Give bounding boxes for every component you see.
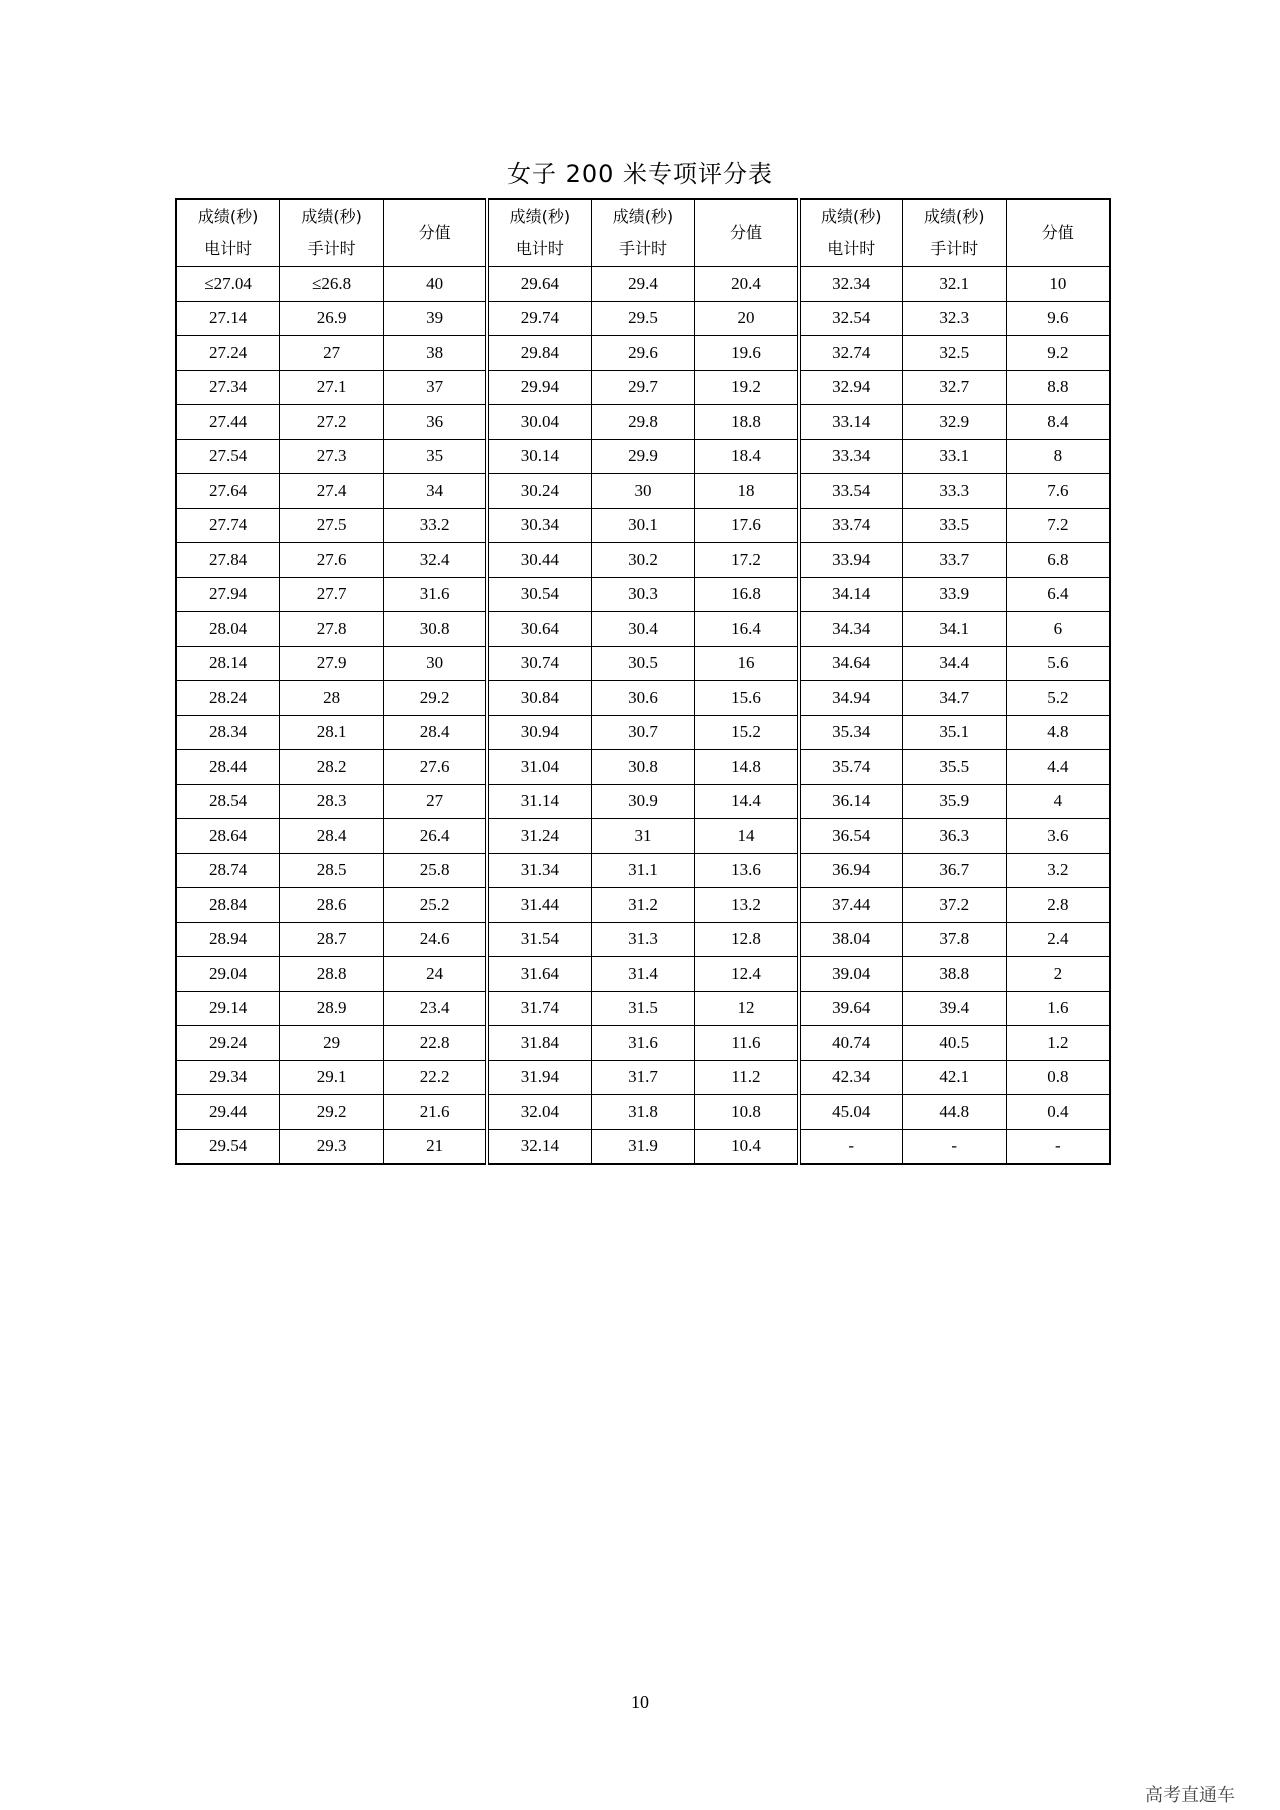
table-cell: 13.2: [695, 888, 799, 923]
table-cell: 22.8: [384, 1026, 488, 1061]
column-header-line: 手计时: [930, 239, 979, 258]
table-cell: 30.74: [487, 646, 591, 681]
table-cell: 10: [1006, 267, 1110, 302]
table-cell: 12: [695, 991, 799, 1026]
table-cell: 31.6: [384, 577, 488, 612]
table-cell: 17.6: [695, 508, 799, 543]
table-cell: 29.1: [280, 1060, 384, 1095]
table-cell: 38.8: [902, 957, 1006, 992]
score-table-head: [176, 199, 1110, 267]
table-cell: 28.1: [280, 715, 384, 750]
score-table-body: [176, 267, 1110, 1165]
table-cell: 4: [1006, 784, 1110, 819]
table-cell: 29: [280, 1026, 384, 1061]
table-cell: 30.2: [591, 543, 695, 578]
table-cell: 36.54: [799, 819, 903, 854]
table-cell: 11.2: [695, 1060, 799, 1095]
table-cell: 23.4: [384, 991, 488, 1026]
table-cell: 4.4: [1006, 750, 1110, 785]
table-cell: 31: [591, 819, 695, 854]
table-row: [176, 784, 1110, 819]
table-cell: 29.5: [591, 301, 695, 336]
table-cell: 20.4: [695, 267, 799, 302]
table-cell: 28.74: [176, 853, 280, 888]
table-cell: 18.8: [695, 405, 799, 440]
table-cell: 35.74: [799, 750, 903, 785]
page-number: 10: [631, 1692, 649, 1712]
table-row: [176, 715, 1110, 750]
table-cell: 3.6: [1006, 819, 1110, 854]
table-cell: 32.04: [487, 1095, 591, 1130]
table-cell: 39.4: [902, 991, 1006, 1026]
column-header-line: 手计时: [618, 239, 667, 258]
table-cell: 14: [695, 819, 799, 854]
table-row: [176, 612, 1110, 647]
table-cell: 40.74: [799, 1026, 903, 1061]
table-cell: 10.4: [695, 1129, 799, 1164]
table-cell: 0.8: [1006, 1060, 1110, 1095]
table-row: [176, 888, 1110, 923]
table-cell: 29.24: [176, 1026, 280, 1061]
table-cell: 31.8: [591, 1095, 695, 1130]
table-cell: 31.74: [487, 991, 591, 1026]
page-title: 女子 200 米专项评分表: [506, 160, 774, 188]
table-row: [176, 439, 1110, 474]
table-cell: 0.4: [1006, 1095, 1110, 1130]
table-row: [176, 1060, 1110, 1095]
column-header: [1006, 199, 1110, 267]
table-cell: 17.2: [695, 543, 799, 578]
table-cell: 44.8: [902, 1095, 1006, 1130]
table-cell: 26.9: [280, 301, 384, 336]
table-row: [176, 1026, 1110, 1061]
table-cell: 15.6: [695, 681, 799, 716]
table-cell: 34: [384, 474, 488, 509]
table-cell: 30.14: [487, 439, 591, 474]
table-cell: 35: [384, 439, 488, 474]
table-cell: 1.2: [1006, 1026, 1110, 1061]
table-cell: 35.1: [902, 715, 1006, 750]
table-cell: 33.5: [902, 508, 1006, 543]
table-cell: 3.2: [1006, 853, 1110, 888]
table-row: [176, 474, 1110, 509]
table-row: [176, 577, 1110, 612]
table-cell: 6: [1006, 612, 1110, 647]
table-cell: 29.34: [176, 1060, 280, 1095]
table-cell: 33.14: [799, 405, 903, 440]
table-cell: 29.04: [176, 957, 280, 992]
table-cell: 28.34: [176, 715, 280, 750]
table-cell: 13.6: [695, 853, 799, 888]
table-cell: 27.9: [280, 646, 384, 681]
table-cell: 36.7: [902, 853, 1006, 888]
table-cell: 32.5: [902, 336, 1006, 371]
table-cell: 28.3: [280, 784, 384, 819]
table-cell: 31.54: [487, 922, 591, 957]
table-cell: 2.4: [1006, 922, 1110, 957]
table-cell: 25.2: [384, 888, 488, 923]
table-cell: 28.6: [280, 888, 384, 923]
table-cell: 37.8: [902, 922, 1006, 957]
table-cell: 33.34: [799, 439, 903, 474]
table-cell: 27.3: [280, 439, 384, 474]
table-row: [176, 681, 1110, 716]
table-cell: 38: [384, 336, 488, 371]
table-cell: 21.6: [384, 1095, 488, 1130]
table-cell: 32.14: [487, 1129, 591, 1164]
table-cell: 27: [280, 336, 384, 371]
table-cell: 29.44: [176, 1095, 280, 1130]
column-header: [280, 199, 384, 267]
table-row: [176, 646, 1110, 681]
table-cell: 27.14: [176, 301, 280, 336]
table-row: [176, 957, 1110, 992]
table-cell: 30: [591, 474, 695, 509]
table-cell: 31.24: [487, 819, 591, 854]
table-cell: 27.74: [176, 508, 280, 543]
table-cell: 42.34: [799, 1060, 903, 1095]
table-row: [176, 991, 1110, 1026]
table-cell: 10.8: [695, 1095, 799, 1130]
table-cell: 30.44: [487, 543, 591, 578]
table-cell: 28.64: [176, 819, 280, 854]
table-cell: 29.2: [280, 1095, 384, 1130]
table-row: [176, 819, 1110, 854]
table-cell: 2.8: [1006, 888, 1110, 923]
table-cell: 30.34: [487, 508, 591, 543]
table-cell: 11.6: [695, 1026, 799, 1061]
table-cell: 36: [384, 405, 488, 440]
table-cell: 25.8: [384, 853, 488, 888]
table-cell: 5.2: [1006, 681, 1110, 716]
column-header-line: 成绩(秒): [820, 207, 882, 226]
column-header-line: 电计时: [827, 239, 876, 258]
column-header: [384, 199, 488, 267]
table-row: [176, 508, 1110, 543]
table-row: [176, 750, 1110, 785]
table-cell: 8: [1006, 439, 1110, 474]
column-header-line: 分值: [1041, 223, 1074, 242]
table-cell: 40.5: [902, 1026, 1006, 1061]
table-cell: 34.4: [902, 646, 1006, 681]
table-cell: 36.3: [902, 819, 1006, 854]
table-cell: 1.6: [1006, 991, 1110, 1026]
table-cell: 30.3: [591, 577, 695, 612]
column-header: [487, 199, 591, 267]
table-cell: 30.24: [487, 474, 591, 509]
table-row: [176, 543, 1110, 578]
table-cell: 29.6: [591, 336, 695, 371]
table-cell: 39.04: [799, 957, 903, 992]
column-header: [799, 199, 903, 267]
table-cell: 27: [384, 784, 488, 819]
table-cell: 30.7: [591, 715, 695, 750]
column-header-line: 成绩(秒): [612, 207, 674, 226]
table-cell: 28.8: [280, 957, 384, 992]
table-cell: 30.04: [487, 405, 591, 440]
table-cell: 34.14: [799, 577, 903, 612]
table-cell: 27.44: [176, 405, 280, 440]
table-cell: 8.8: [1006, 370, 1110, 405]
table-cell: 31.64: [487, 957, 591, 992]
column-header-line: 分值: [729, 223, 762, 242]
table-cell: 27.54: [176, 439, 280, 474]
table-cell: 14.4: [695, 784, 799, 819]
column-header-line: 成绩(秒): [197, 207, 259, 226]
column-header: [591, 199, 695, 267]
table-cell: 37.2: [902, 888, 1006, 923]
table-cell: 30.54: [487, 577, 591, 612]
table-cell: 27.2: [280, 405, 384, 440]
table-cell: 29.84: [487, 336, 591, 371]
column-header: [695, 199, 799, 267]
table-cell: 24.6: [384, 922, 488, 957]
table-cell: 32.94: [799, 370, 903, 405]
table-cell: 29.3: [280, 1129, 384, 1164]
table-cell: 31.4: [591, 957, 695, 992]
table-cell: 33.94: [799, 543, 903, 578]
table-cell: 27.94: [176, 577, 280, 612]
table-cell: 29.64: [487, 267, 591, 302]
table-cell: 9.2: [1006, 336, 1110, 371]
table-cell: 7.2: [1006, 508, 1110, 543]
table-cell: 19.2: [695, 370, 799, 405]
table-cell: 28.4: [384, 715, 488, 750]
table-cell: 31.14: [487, 784, 591, 819]
table-cell: 29.94: [487, 370, 591, 405]
table-cell: 27.64: [176, 474, 280, 509]
table-cell: 34.34: [799, 612, 903, 647]
table-cell: 22.2: [384, 1060, 488, 1095]
column-header: [176, 199, 280, 267]
table-cell: 32.54: [799, 301, 903, 336]
table-cell: 32.7: [902, 370, 1006, 405]
table-cell: 37: [384, 370, 488, 405]
table-cell: 34.64: [799, 646, 903, 681]
table-cell: 9.6: [1006, 301, 1110, 336]
table-cell: 31.44: [487, 888, 591, 923]
table-cell: 34.94: [799, 681, 903, 716]
table-cell: 33.2: [384, 508, 488, 543]
table-cell: 31.3: [591, 922, 695, 957]
table-cell: 28.94: [176, 922, 280, 957]
table-cell: 15.2: [695, 715, 799, 750]
table-cell: 30.1: [591, 508, 695, 543]
table-cell: 34.1: [902, 612, 1006, 647]
table-cell: 27.34: [176, 370, 280, 405]
table-cell: 16.4: [695, 612, 799, 647]
table-cell: 20: [695, 301, 799, 336]
column-header-line: 分值: [418, 223, 451, 242]
table-cell: 24: [384, 957, 488, 992]
table-cell: 27.4: [280, 474, 384, 509]
table-row: [176, 853, 1110, 888]
table-cell: 7.6: [1006, 474, 1110, 509]
table-cell: 39.64: [799, 991, 903, 1026]
table-cell: 45.04: [799, 1095, 903, 1130]
table-cell: 14.8: [695, 750, 799, 785]
table-cell: 29.14: [176, 991, 280, 1026]
table-cell: 32.9: [902, 405, 1006, 440]
table-cell: 27.24: [176, 336, 280, 371]
table-row: [176, 336, 1110, 371]
table-cell: -: [1006, 1129, 1110, 1164]
table-cell: 30.84: [487, 681, 591, 716]
watermark: 高考直通车: [1145, 1785, 1235, 1806]
table-cell: 36.14: [799, 784, 903, 819]
table-cell: 27.8: [280, 612, 384, 647]
table-cell: 28.2: [280, 750, 384, 785]
table-cell: ≤27.04: [176, 267, 280, 302]
table-cell: 31.34: [487, 853, 591, 888]
table-cell: 32.1: [902, 267, 1006, 302]
column-header-line: 电计时: [204, 239, 253, 258]
table-cell: 30.9: [591, 784, 695, 819]
table-cell: 2: [1006, 957, 1110, 992]
table-cell: 33.3: [902, 474, 1006, 509]
table-cell: 39: [384, 301, 488, 336]
table-cell: 31.1: [591, 853, 695, 888]
table-cell: 27.84: [176, 543, 280, 578]
table-cell: 28.24: [176, 681, 280, 716]
table-cell: 16.8: [695, 577, 799, 612]
table-cell: 16: [695, 646, 799, 681]
table-row: [176, 301, 1110, 336]
score-table: [175, 198, 1111, 1165]
table-cell: 18.4: [695, 439, 799, 474]
table-cell: 40: [384, 267, 488, 302]
table-cell: 37.44: [799, 888, 903, 923]
table-cell: 35.5: [902, 750, 1006, 785]
table-cell: 5.6: [1006, 646, 1110, 681]
table-cell: 28.14: [176, 646, 280, 681]
table-cell: -: [902, 1129, 1006, 1164]
table-cell: 29.4: [591, 267, 695, 302]
table-row: [176, 1095, 1110, 1130]
column-header-line: 成绩(秒): [923, 207, 985, 226]
table-cell: 28.9: [280, 991, 384, 1026]
table-cell: 29.54: [176, 1129, 280, 1164]
table-cell: 31.6: [591, 1026, 695, 1061]
table-cell: 30.5: [591, 646, 695, 681]
table-cell: ≤26.8: [280, 267, 384, 302]
table-cell: 35.34: [799, 715, 903, 750]
table-cell: 27.6: [280, 543, 384, 578]
table-row: [176, 405, 1110, 440]
table-cell: 30: [384, 646, 488, 681]
table-cell: 6.8: [1006, 543, 1110, 578]
column-header-line: 成绩(秒): [301, 207, 362, 226]
table-cell: 29.9: [591, 439, 695, 474]
table-cell: 33.7: [902, 543, 1006, 578]
table-cell: 30.64: [487, 612, 591, 647]
table-cell: 29.7: [591, 370, 695, 405]
table-cell: 28.54: [176, 784, 280, 819]
table-cell: 42.1: [902, 1060, 1006, 1095]
table-cell: 4.8: [1006, 715, 1110, 750]
table-row: [176, 922, 1110, 957]
table-cell: 27.7: [280, 577, 384, 612]
table-cell: 30.6: [591, 681, 695, 716]
table-cell: 30.4: [591, 612, 695, 647]
table-cell: 27.5: [280, 508, 384, 543]
column-header-line: 成绩(秒): [509, 207, 571, 226]
table-cell: 29.2: [384, 681, 488, 716]
column-header-line: 电计时: [515, 239, 564, 258]
table-cell: 18: [695, 474, 799, 509]
table-cell: 31.7: [591, 1060, 695, 1095]
table-cell: 30.8: [384, 612, 488, 647]
table-cell: -: [799, 1129, 903, 1164]
table-cell: 31.04: [487, 750, 591, 785]
table-row: [176, 370, 1110, 405]
table-cell: 19.6: [695, 336, 799, 371]
table-row: [176, 267, 1110, 302]
table-cell: 31.84: [487, 1026, 591, 1061]
table-cell: 27.1: [280, 370, 384, 405]
table-cell: 33.54: [799, 474, 903, 509]
table-cell: 34.7: [902, 681, 1006, 716]
header-row: [176, 199, 1110, 267]
table-cell: 8.4: [1006, 405, 1110, 440]
column-header: [902, 199, 1006, 267]
table-cell: 29.8: [591, 405, 695, 440]
table-cell: 28.44: [176, 750, 280, 785]
table-cell: 32.4: [384, 543, 488, 578]
table-cell: 31.2: [591, 888, 695, 923]
table-cell: 31.94: [487, 1060, 591, 1095]
table-cell: 28.84: [176, 888, 280, 923]
table-cell: 28: [280, 681, 384, 716]
table-cell: 33.9: [902, 577, 1006, 612]
table-cell: 36.94: [799, 853, 903, 888]
column-header-line: 手计时: [307, 239, 356, 258]
table-cell: 32.34: [799, 267, 903, 302]
table-cell: 31.9: [591, 1129, 695, 1164]
table-cell: 28.7: [280, 922, 384, 957]
table-cell: 30.8: [591, 750, 695, 785]
table-cell: 35.9: [902, 784, 1006, 819]
table-cell: 21: [384, 1129, 488, 1164]
table-cell: 26.4: [384, 819, 488, 854]
table-cell: 31.5: [591, 991, 695, 1026]
table-cell: 28.5: [280, 853, 384, 888]
table-cell: 6.4: [1006, 577, 1110, 612]
table-cell: 12.8: [695, 922, 799, 957]
table-cell: 28.04: [176, 612, 280, 647]
table-cell: 27.6: [384, 750, 488, 785]
table-cell: 30.94: [487, 715, 591, 750]
table-cell: 12.4: [695, 957, 799, 992]
table-cell: 33.74: [799, 508, 903, 543]
table-cell: 28.4: [280, 819, 384, 854]
table-cell: 32.3: [902, 301, 1006, 336]
table-cell: 29.74: [487, 301, 591, 336]
table-cell: 38.04: [799, 922, 903, 957]
table-cell: 33.1: [902, 439, 1006, 474]
table-cell: 32.74: [799, 336, 903, 371]
table-row: [176, 1129, 1110, 1164]
